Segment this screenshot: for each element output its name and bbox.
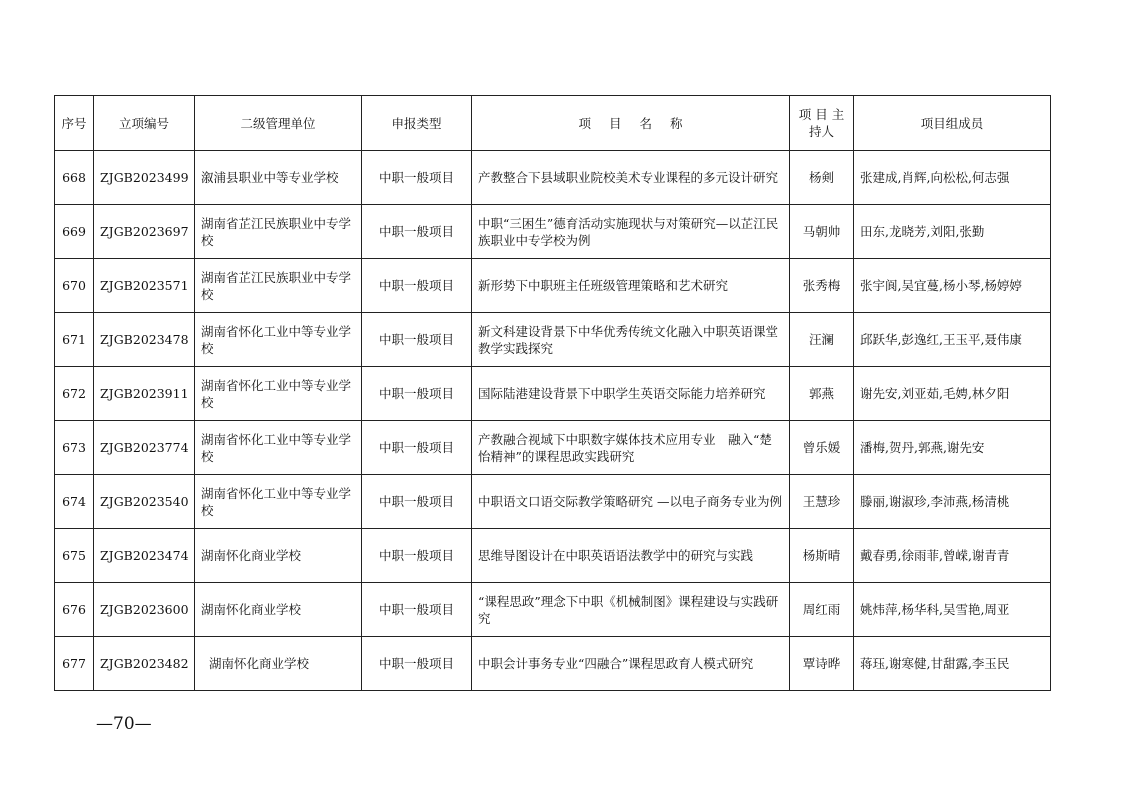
header-code: 立项编号 xyxy=(94,96,195,151)
cell-seq: 669 xyxy=(55,205,94,259)
cell-name: 中职会计事务专业“四融合”课程思政育人模式研究 xyxy=(472,637,790,691)
cell-unit: 湖南怀化商业学校 xyxy=(195,529,362,583)
cell-seq: 674 xyxy=(55,475,94,529)
cell-name: “课程思政”理念下中职《机械制图》课程建设与实践研究 xyxy=(472,583,790,637)
cell-code: ZJGB2023697 xyxy=(94,205,195,259)
cell-members: 张建成,肖辉,向松松,何志强 xyxy=(854,151,1051,205)
cell-members: 蒋珏,谢寒健,甘甜露,李玉民 xyxy=(854,637,1051,691)
header-host: 项 目 主持人 xyxy=(790,96,854,151)
cell-type: 中职一般项目 xyxy=(362,259,472,313)
cell-type: 中职一般项目 xyxy=(362,205,472,259)
page-number: —70— xyxy=(96,714,152,734)
cell-type: 中职一般项目 xyxy=(362,637,472,691)
cell-type: 中职一般项目 xyxy=(362,313,472,367)
header-unit: 二级管理单位 xyxy=(195,96,362,151)
cell-name: 新形势下中职班主任班级管理策略和艺术研究 xyxy=(472,259,790,313)
cell-code: ZJGB2023499 xyxy=(94,151,195,205)
cell-seq: 673 xyxy=(55,421,94,475)
cell-type: 中职一般项目 xyxy=(362,151,472,205)
header-members: 项目组成员 xyxy=(854,96,1051,151)
cell-members: 邱跃华,彭逸红,王玉平,聂伟康 xyxy=(854,313,1051,367)
cell-code: ZJGB2023478 xyxy=(94,313,195,367)
cell-seq: 670 xyxy=(55,259,94,313)
cell-members: 滕丽,谢淑珍,李沛燕,杨清桃 xyxy=(854,475,1051,529)
cell-name: 中职语文口语交际教学策略研究 —以电子商务专业为例 xyxy=(472,475,790,529)
cell-unit: 溆浦县职业中等专业学校 xyxy=(195,151,362,205)
header-name: 项 目 名 称 xyxy=(472,96,790,151)
cell-name: 新文科建设背景下中华优秀传统文化融入中职英语课堂教学实践探究 xyxy=(472,313,790,367)
cell-seq: 672 xyxy=(55,367,94,421)
cell-name: 国际陆港建设背景下中职学生英语交际能力培养研究 xyxy=(472,367,790,421)
cell-host: 杨剣 xyxy=(790,151,854,205)
table-row xyxy=(55,151,1051,205)
cell-unit: 湖南怀化商业学校 xyxy=(195,637,362,691)
table-row xyxy=(55,637,1051,691)
cell-members: 潘梅,贺丹,郭燕,谢先安 xyxy=(854,421,1051,475)
cell-name: 中职“三困生”德育活动实施现状与对策研究—以芷江民族职业中专学校为例 xyxy=(472,205,790,259)
cell-unit: 湖南省芷江民族职业中专学校 xyxy=(195,205,362,259)
cell-members: 姚炜萍,杨华科,吴雪艳,周亚 xyxy=(854,583,1051,637)
cell-host: 周红雨 xyxy=(790,583,854,637)
header-type: 申报类型 xyxy=(362,96,472,151)
cell-type: 中职一般项目 xyxy=(362,367,472,421)
table-row xyxy=(55,421,1051,475)
cell-code: ZJGB2023571 xyxy=(94,259,195,313)
table-row xyxy=(55,259,1051,313)
table-row xyxy=(55,313,1051,367)
cell-host: 张秀梅 xyxy=(790,259,854,313)
table-row xyxy=(55,583,1051,637)
cell-unit: 湖南省芷江民族职业中专学校 xyxy=(195,259,362,313)
cell-name: 产教融合视域下中职数字媒体技术应用专业 融入“楚怡精神”的课程思政实践研究 xyxy=(472,421,790,475)
cell-host: 曾乐媛 xyxy=(790,421,854,475)
cell-members: 张宇阆,吴宜蔓,杨小琴,杨婷婷 xyxy=(854,259,1051,313)
cell-code: ZJGB2023774 xyxy=(94,421,195,475)
cell-seq: 675 xyxy=(55,529,94,583)
cell-type: 中职一般项目 xyxy=(362,421,472,475)
cell-host: 汪澜 xyxy=(790,313,854,367)
table-row xyxy=(55,529,1051,583)
cell-seq: 668 xyxy=(55,151,94,205)
cell-unit: 湖南省怀化工业中等专业学校 xyxy=(195,313,362,367)
cell-host: 王慧珍 xyxy=(790,475,854,529)
cell-code: ZJGB2023482 xyxy=(94,637,195,691)
cell-code: ZJGB2023540 xyxy=(94,475,195,529)
cell-host: 杨斯晴 xyxy=(790,529,854,583)
cell-code: ZJGB2023474 xyxy=(94,529,195,583)
cell-members: 戴春勇,徐雨菲,曾嵘,谢青青 xyxy=(854,529,1051,583)
cell-name: 思维导图设计在中职英语语法教学中的研究与实践 xyxy=(472,529,790,583)
cell-name: 产教整合下县域职业院校美术专业课程的多元设计研究 xyxy=(472,151,790,205)
cell-type: 中职一般项目 xyxy=(362,475,472,529)
cell-unit: 湖南怀化商业学校 xyxy=(195,583,362,637)
table-row xyxy=(55,367,1051,421)
cell-members: 谢先安,刘亚茹,毛娉,林夕阳 xyxy=(854,367,1051,421)
table-header-row xyxy=(55,96,1051,151)
cell-code: ZJGB2023911 xyxy=(94,367,195,421)
project-table xyxy=(54,95,1051,691)
cell-unit: 湖南省怀化工业中等专业学校 xyxy=(195,475,362,529)
cell-seq: 671 xyxy=(55,313,94,367)
cell-seq: 677 xyxy=(55,637,94,691)
cell-members: 田东,龙晓芳,刘阳,张勤 xyxy=(854,205,1051,259)
header-seq: 序号 xyxy=(55,96,94,151)
cell-host: 马朝帅 xyxy=(790,205,854,259)
cell-host: 郭燕 xyxy=(790,367,854,421)
cell-type: 中职一般项目 xyxy=(362,529,472,583)
cell-code: ZJGB2023600 xyxy=(94,583,195,637)
cell-unit: 湖南省怀化工业中等专业学校 xyxy=(195,421,362,475)
cell-unit: 湖南省怀化工业中等专业学校 xyxy=(195,367,362,421)
cell-seq: 676 xyxy=(55,583,94,637)
table-row xyxy=(55,475,1051,529)
cell-type: 中职一般项目 xyxy=(362,583,472,637)
cell-host: 覃诗晔 xyxy=(790,637,854,691)
table-row xyxy=(55,205,1051,259)
